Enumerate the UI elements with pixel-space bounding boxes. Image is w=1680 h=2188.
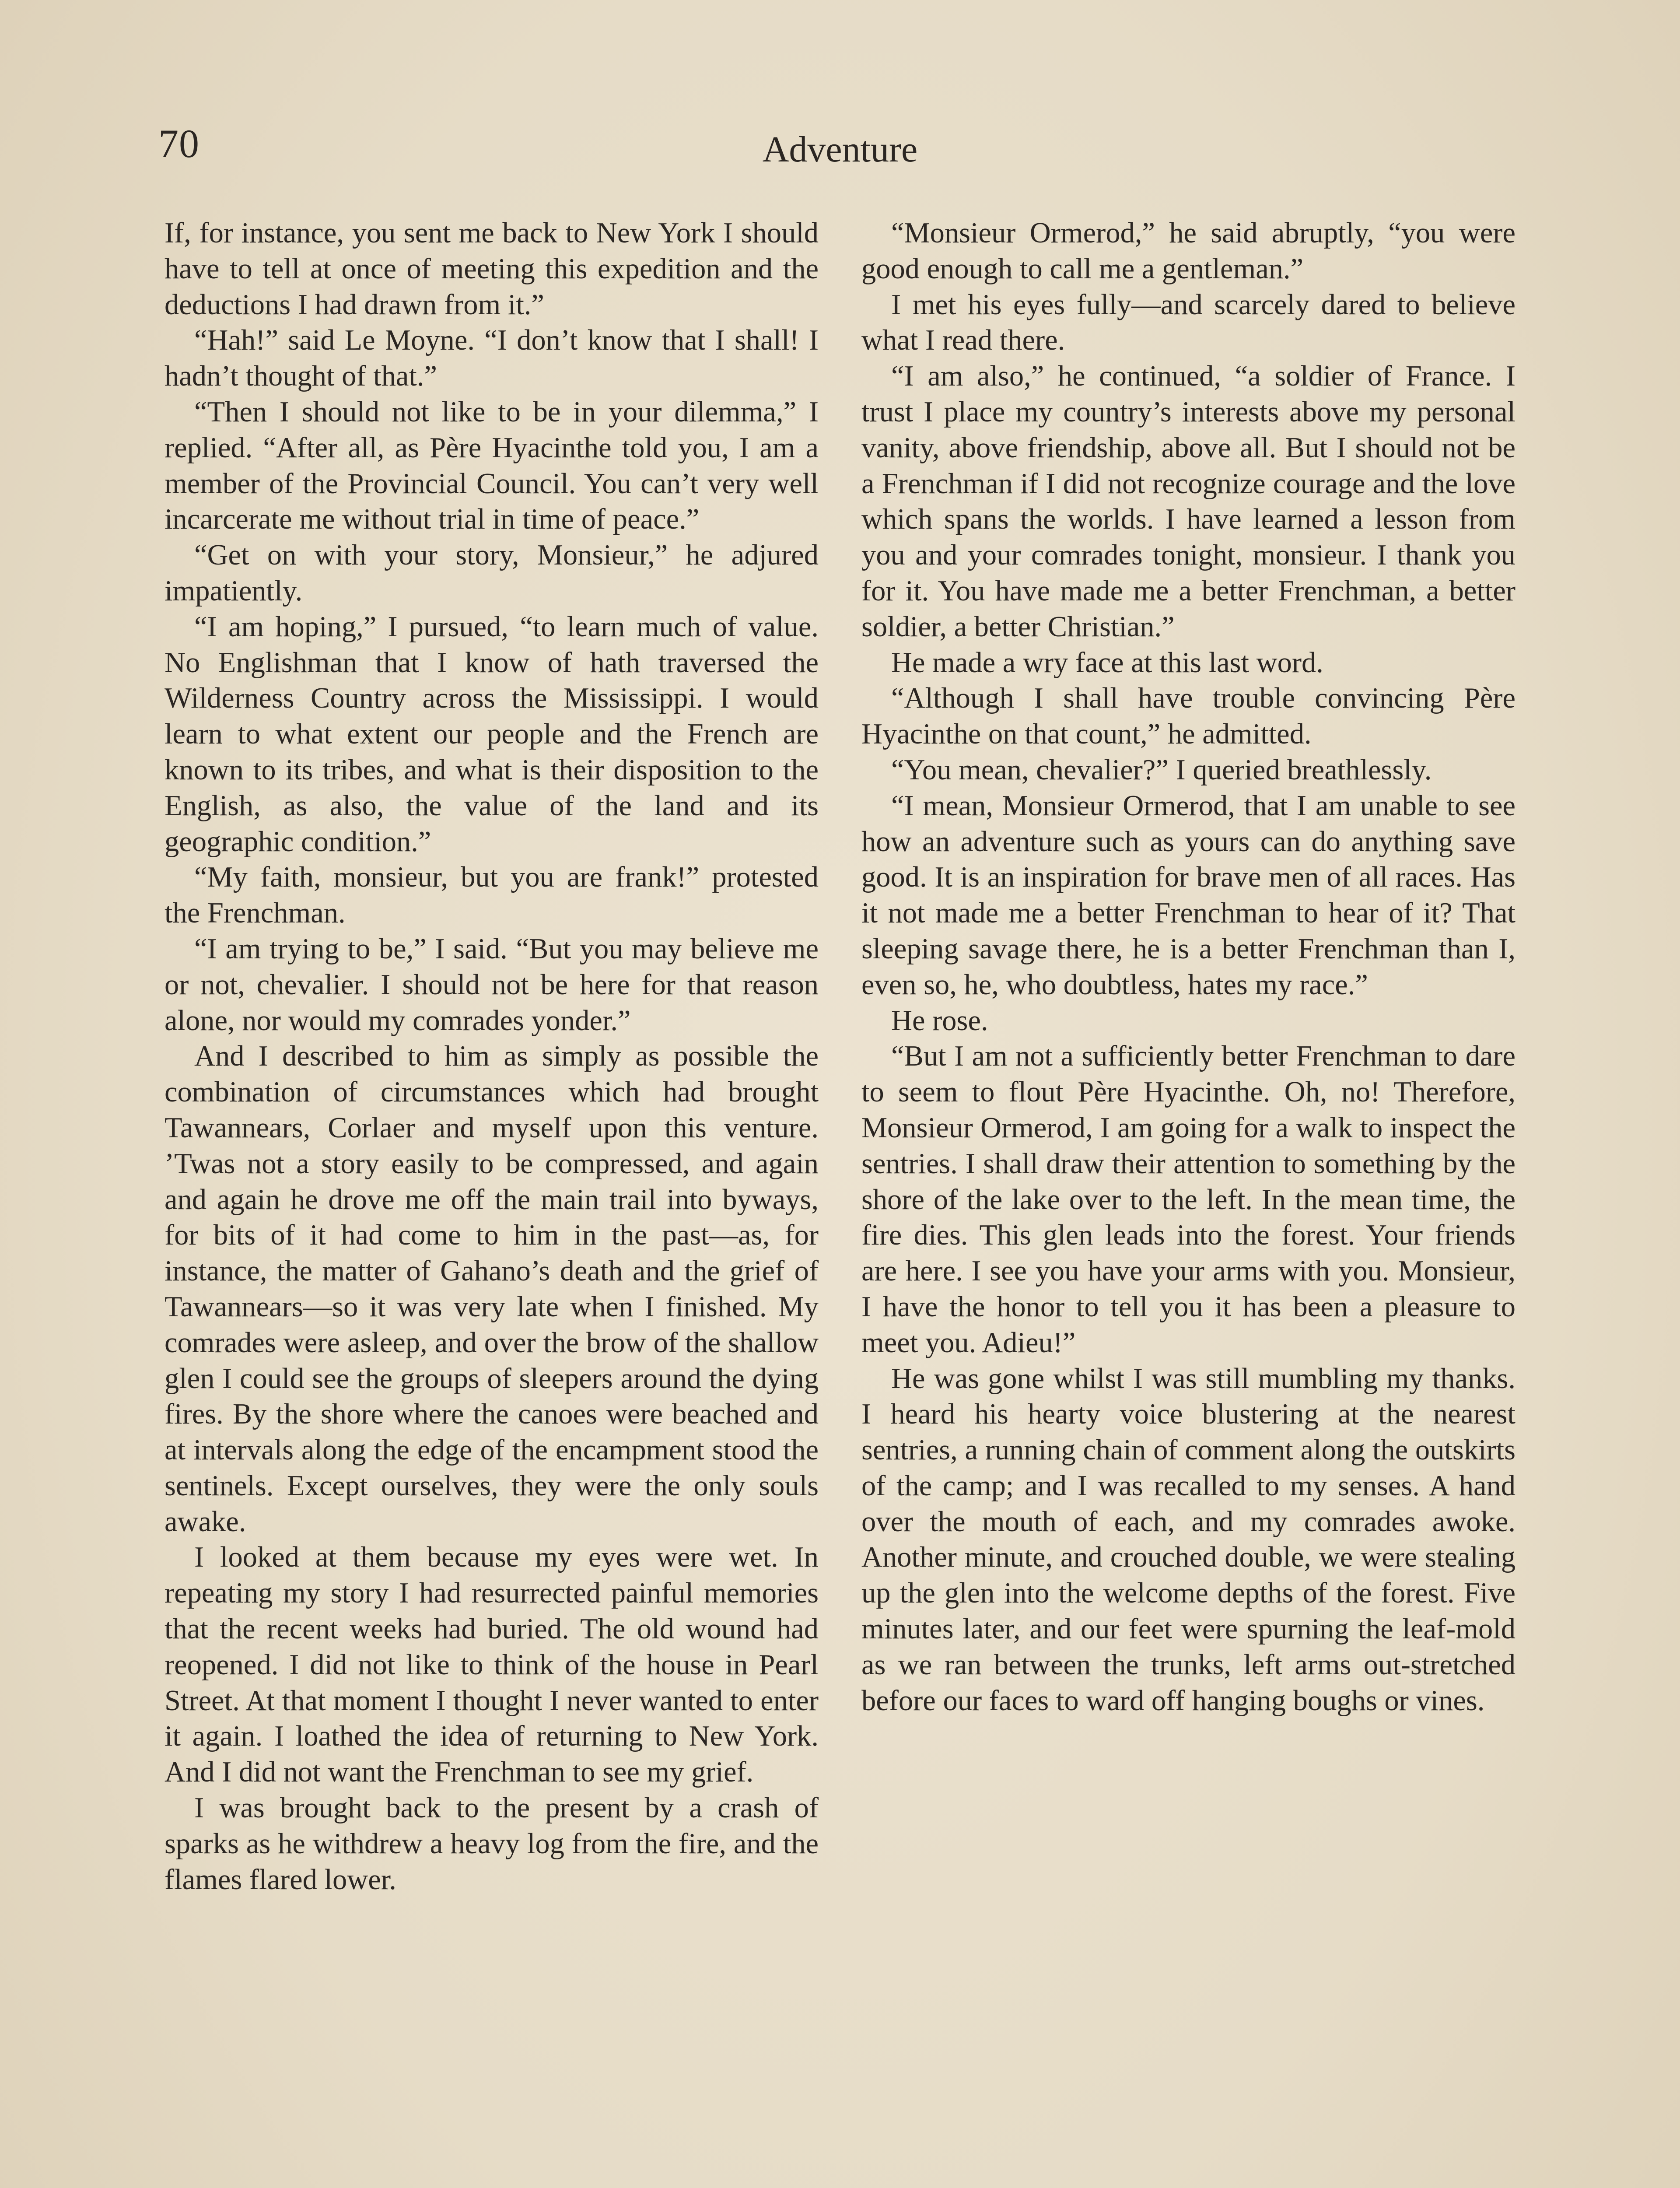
- running-title: Adventure: [762, 129, 918, 170]
- paragraph: “Monsieur Ormerod,” he said abruptly, “you were good enough to call me a gentleman.”: [861, 217, 1516, 285]
- paragraph: “You mean, chevalier?” I queried breathlessly.: [891, 754, 1432, 786]
- paragraph: “I mean, Monsieur Ormerod, that I am unable to see how an adventure such as yours can do anything save good. It is an inspiration for brave men of all races. Has it not made me a better Frenchman to hear of it? That sleeping savage there, he is a better Frenchman than I, even so, he, who doubtless, hates my race.”: [861, 789, 1516, 1001]
- paragraph: “Get on with your story, Monsieur,” he adjured impatiently.: [164, 539, 819, 607]
- paragraph: “I am also,” he continued, “a soldier of France. I trust I place my country’s interests above my personal vanity, above friendship, above all. But I should not be a Frenchman if I did not recognize courage and the love which spans the worlds. I have learned a lesson from you and your comrades tonight, monsieur. I thank you for it. You have made me a better Frenchman, a better soldier, a better Christian.”: [861, 360, 1516, 643]
- paragraph: If, for instance, you sent me back to New York I should have to tell at once of meeting this expedition and the deductions I had drawn from it.”: [164, 217, 819, 321]
- paragraph: He made a wry face at this last word.: [891, 646, 1323, 679]
- paragraph: “I am hoping,” I pursued, “to learn much of value. No Englishman that I know of hath traversed the Wilderness Country across the Mississippi. I would learn to what extent our people and the French are known to its tribes, and what is their disposition to the English, as also, the value of the land and its geographic condition.”: [164, 610, 819, 858]
- paragraph: I looked at them because my eyes were wet. In repeating my story I had resurrected painful memories that the recent weeks had buried. The old wound had reopened. I did not like to think of the house in Pearl Street. At that moment I thought I never wanted to enter it again. I loathed the idea of returning to New York. And I did not want the Frenchman to see my grief.: [164, 1541, 819, 1788]
- paragraph: “Then I should not like to be in your dilemma,” I replied. “After all, as Père Hyacinthe told you, I am a member of the Provincial Council. You can’t very well incarcerate me without trial in time of peace.”: [164, 396, 819, 536]
- paragraph: I met his eyes fully—and scarcely dared to believe what I read there.: [861, 288, 1516, 357]
- paragraph: “Although I shall have trouble convincing Père Hyacinthe on that count,” he admitted.: [861, 682, 1516, 750]
- paragraph: “My faith, monsieur, but you are frank!” protested the Frenchman.: [164, 861, 819, 929]
- paragraph: “But I am not a sufficiently better Frenchman to dare to seem to flout Père Hyacinthe. Oh, no! Therefore, Monsieur Ormerod, I am going for a walk to inspect the sentries. I shall draw their attention to something by the shore of the lake over to the left. In the mean time, the fire dies. This glen leads into the forest. Your friends are here. I see you have your arms with you. Monsieur, I have the honor to tell you it has been a pleasure to meet you. Adieu!”: [861, 1040, 1516, 1359]
- right-text-column: [861, 215, 1516, 1718]
- paragraph: He rose.: [891, 1004, 988, 1037]
- paragraph: “I am trying to be,” I said. “But you may believe me or not, chevalier. I should not be here for that reason alone, nor would my comrades yonder.”: [164, 933, 819, 1037]
- page-number: 70: [158, 121, 200, 166]
- paragraph: I was brought back to the present by a crash of sparks as he withdrew a heavy log from the fire, and the flames flared lower.: [164, 1792, 819, 1896]
- paragraph: And I described to him as simply as possible the combination of circumstances which had brought Tawannears, Corlaer and myself upon this venture. ’Twas not a story easily to be compressed, and again and again he drove me off the main trail into byways, for bits of it had come to him in the past—as, for instance, the matter of Gahano’s death and the grief of Tawannears—so it was very late when I finished. My comrades were asleep, and over the brow of the shallow glen I could see the groups of sleepers around the dying fires. By the shore where the canoes were beached and at intervals along the edge of the encampment stood the sentinels. Except ourselves, they were the only souls awake.: [164, 1040, 819, 1538]
- left-text-column: [164, 215, 819, 1897]
- paragraph: He was gone whilst I was still mumbling my thanks. I heard his hearty voice blustering at the nearest sentries, a running chain of comment along the outskirts of the camp; and I was recalled to my senses. A hand over the mouth of each, and my comrades awoke. Another minute, and crouched double, we were stealing up the glen into the welcome depths of the forest. Five minutes later, and our feet were spurning the leaf-mold as we ran between the trunks, left arms out-stretched before our faces to ward off hanging boughs or vines.: [861, 1362, 1516, 1717]
- paragraph: “Hah!” said Le Moyne. “I don’t know that I shall! I hadn’t thought of that.”: [164, 324, 819, 393]
